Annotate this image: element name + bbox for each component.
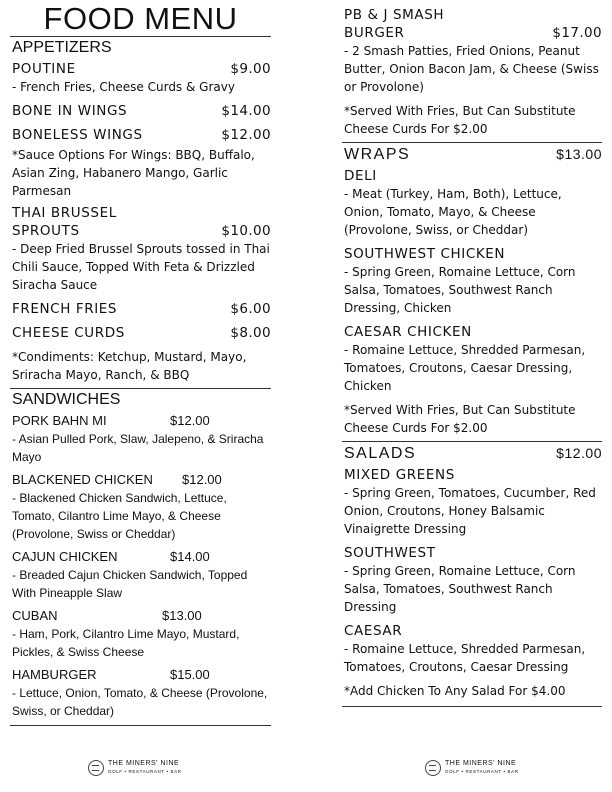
item-description: - Romaine Lettuce, Shredded Parmesan, Tomatoes, Croutons, Caesar Dressing, Chicken <box>344 343 586 393</box>
brand-tagline: GOLF • RESTAURANT • BAR <box>108 769 182 774</box>
item-price: $14.00 <box>170 549 210 564</box>
item-description: - French Fries, Cheese Curds & Gravy <box>12 80 235 94</box>
item-name: SOUTHWEST <box>344 545 436 561</box>
sandwiches-heading-label: SANDWICHES <box>12 391 121 408</box>
section-divider <box>10 36 271 37</box>
brand-name: THE MINERS' NINE <box>445 760 517 767</box>
right-column <box>342 0 602 707</box>
brand-name: THE MINERS' NINE <box>108 760 180 767</box>
menu-item-boneless-wings <box>10 126 271 144</box>
wraps-heading <box>344 144 602 165</box>
item-description: - Meat (Turkey, Ham, Both), Lettuce, Onion, Tomato, Mayo, & Cheese (Provolone, Swiss, or Cheddar) <box>344 187 562 237</box>
menu-item-french-fries <box>10 300 271 318</box>
item-name: BLACKENED CHICKEN <box>12 472 153 487</box>
item-description: - Deep Fried Brussel Sprouts tossed in Thai Chili Sauce, Topped With Feta & Drizzled Siracha Sauce <box>12 242 270 292</box>
section-divider <box>10 725 271 726</box>
add-chicken-note: *Add Chicken To Any Salad For $4.00 <box>344 684 566 698</box>
item-name: DELI <box>344 168 377 184</box>
menu-item-caesar <box>342 622 602 676</box>
item-description: - Romaine Lettuce, Shredded Parmesan, Tomatoes, Croutons, Caesar Dressing <box>344 642 586 674</box>
section-divider <box>10 388 271 389</box>
item-name: CAESAR CHICKEN <box>344 324 472 340</box>
menu-item-cajun-chicken <box>10 548 271 602</box>
item-name: BONE IN WINGS <box>12 103 128 119</box>
item-description: - Spring Green, Romaine Lettuce, Corn Salsa, Tomatoes, Southwest Ranch Dressing, Chicken <box>344 265 576 315</box>
menu-item-pbj-smash-burger <box>342 6 602 96</box>
fries-substitute-note: *Served With Fries, But Can Substitute Cheese Curds For $2.00 <box>344 104 576 136</box>
item-name: PORK BAHN MI <box>12 413 107 428</box>
brand-tagline: GOLF • RESTAURANT • BAR <box>445 769 519 774</box>
item-price: $13.00 <box>162 608 202 623</box>
item-description: - Ham, Pork, Cilantro Lime Mayo, Mustard, Pickles, & Swiss Cheese <box>12 627 240 659</box>
appetizers-heading-label: APPETIZERS <box>12 39 112 56</box>
item-name-line1: THAI BRUSSEL <box>12 205 117 221</box>
section-divider <box>342 706 602 707</box>
wraps-heading-label: WRAPS <box>344 146 411 163</box>
condiments-note: *Condiments: Ketchup, Mustard, Mayo, Sriracha Mayo, Ranch, & BBQ <box>12 350 247 382</box>
item-price: $10.00 <box>221 223 271 239</box>
item-price: $12.00 <box>170 413 210 428</box>
item-name: HAMBURGER <box>12 667 97 682</box>
item-name: MIXED GREENS <box>344 467 455 483</box>
menu-item-deli <box>342 167 602 239</box>
item-name: CHEESE CURDS <box>12 325 125 341</box>
item-price: $6.00 <box>230 301 271 317</box>
menu-item-pork-bahn-mi <box>10 412 271 466</box>
appetizers-heading <box>12 38 271 58</box>
footer-logo-right <box>425 760 519 776</box>
item-description: - Spring Green, Tomatoes, Cucumber, Red Onion, Croutons, Honey Balsamic Vinaigrette Dressing <box>344 486 596 536</box>
item-price: $12.00 <box>182 472 222 487</box>
menu-item-southwest <box>342 544 602 616</box>
item-price: $12.00 <box>221 127 271 143</box>
menu-item-hamburger <box>10 666 271 720</box>
item-price: $9.00 <box>230 61 271 77</box>
section-divider <box>342 441 602 442</box>
menu-item-southwest-chicken <box>342 245 602 317</box>
item-description: - 2 Smash Patties, Fried Onions, Peanut Butter, Onion Bacon Jam, & Cheese (Swiss or Provolone) <box>344 44 599 94</box>
item-name-line2: BURGER <box>344 25 405 41</box>
menu-item-bone-in-wings <box>10 102 271 120</box>
sandwiches-heading <box>12 390 271 410</box>
section-divider <box>342 142 602 143</box>
menu-item-thai-brussel-sprouts <box>10 204 271 294</box>
wraps-fries-note: *Served With Fries, But Can Substitute Cheese Curds For $2.00 <box>344 403 576 435</box>
item-price: $15.00 <box>170 667 210 682</box>
item-description: - Blackened Chicken Sandwich, Lettuce, Tomato, Cilantro Lime Mayo, & Cheese (Provolone, Swiss or Cheddar) <box>12 491 227 541</box>
item-name-line1: PB & J SMASH <box>344 7 445 23</box>
item-name: FRENCH FRIES <box>12 301 118 317</box>
item-description: - Lettuce, Onion, Tomato, & Cheese (Provolone, Swiss, or Cheddar) <box>12 686 268 718</box>
wraps-price: $13.00 <box>556 146 602 162</box>
menu-item-poutine <box>10 60 271 96</box>
item-name: POUTINE <box>12 61 76 77</box>
salads-heading <box>344 443 602 464</box>
salads-heading-label: SALADS <box>344 445 417 462</box>
item-name-line2: SPROUTS <box>12 223 80 239</box>
item-description: - Asian Pulled Pork, Slaw, Jalepeno, & Sriracha Mayo <box>12 432 264 464</box>
item-price: $14.00 <box>221 103 271 119</box>
menu-item-caesar-chicken <box>342 323 602 395</box>
menu-item-mixed-greens <box>342 466 602 538</box>
item-name: CAESAR <box>344 623 403 639</box>
item-description: - Spring Green, Romaine Lettuce, Corn Salsa, Tomatoes, Southwest Ranch Dressing <box>344 564 576 614</box>
left-column <box>10 0 271 726</box>
menu-item-blackened-chicken <box>10 471 271 543</box>
footer-logo-left <box>88 760 182 776</box>
wing-sauce-note: *Sauce Options For Wings: BBQ, Buffalo, Asian Zing, Habanero Mango, Garlic Parmesan <box>12 148 255 198</box>
item-description: - Breaded Cajun Chicken Sandwich, Topped With Pineapple Slaw <box>12 568 248 600</box>
item-price: $8.00 <box>230 325 271 341</box>
item-price: $17.00 <box>552 25 602 41</box>
golf-logo-icon <box>425 760 441 776</box>
golf-logo-icon <box>88 760 104 776</box>
item-name: CAJUN CHICKEN <box>12 549 118 564</box>
page-title: FOOD MENU <box>43 1 238 36</box>
item-name: BONELESS WINGS <box>12 127 143 143</box>
item-name: SOUTHWEST CHICKEN <box>344 246 506 262</box>
menu-item-cheese-curds <box>10 324 271 342</box>
menu-item-cuban <box>10 607 271 661</box>
item-name: CUBAN <box>12 608 58 623</box>
salads-price: $12.00 <box>556 445 602 461</box>
